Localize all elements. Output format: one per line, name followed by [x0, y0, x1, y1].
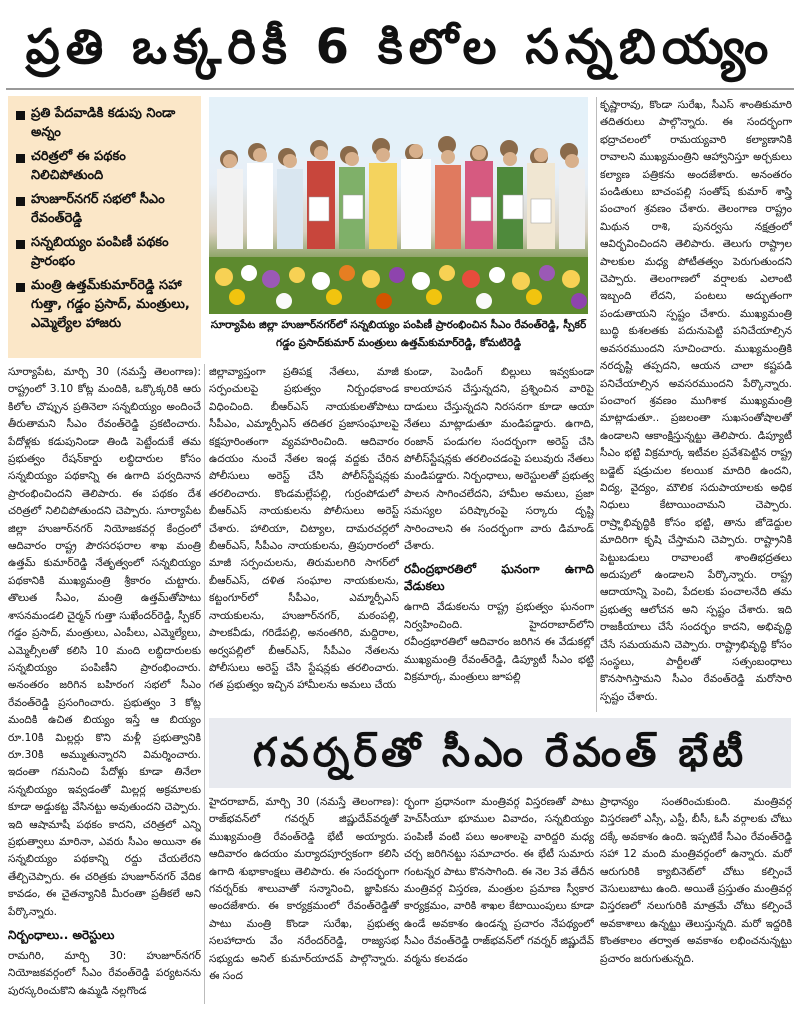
column-divider — [596, 97, 597, 712]
article-text: కృష్ణారావు, కొండా సురేఖ, సీఎస్ శాంతికుమారి తదితరులు పాల్గొన్నారు. ఈ సందర్భంగా భద్రాచలంలో రామయ్యవారి కల్యాణానికి రావాలని ముఖ్యమంత్రిని ఆహ్వానిస్తూ అర్చకులు కల్యాణ పత్రికను అందజేశారు. అనంతరం పండితులు బాచంపల్లి సంతోష్ కుమార్ శాస్త్రి పంచాంగ శ్రవణం చేశారు. తెలంగాణ రాష్ట్రం మిథున రాశి, పునర్వసు నక్షత్రంలో ఆవిర్భవించిందని తెలిపారు. తెలుగు రాష్ట్రాల పాలకుల మధ్య పోటీతత్వం పెరుగుతుందని చెప్పారు. తెలంగాణలో వర్షాలకు ఎలాంటి ఇబ్బంది లేదని, పంటలు అద్భుతంగా పండుతాయని స్పష్టం చేశారు. ముఖ్యమంత్రి బుద్ధి కుశలతకు పదునుపెట్టి పనిచేయాల్సిన అవసరముందని సూచించారు. ముఖ్యమంత్రికి నరదృష్టి తప్పదని, ఆయన చాలా కష్టపడి పనిచేయాల్సిన అవసరముందని పేర్కొన్నారు. పంచాంగ శ్రవణం ముగిశాక ముఖ్యమంత్రి మాట్లాడుతూ.. ప్రజలంతా సుఖసంతోషాలతో ఉండాలని ఆకాంక్షిస్తున్నట్టు తెలిపారు. డిప్యూటీ సీఎం భట్టి విక్రమార్క ఇటీవల ప్రవేశపెట్టిన రాష్ట్ర బడ్జెట్ షడ్రుచుల కలయిక మాదిరి ఉందని, విద్య, వైద్యం, మౌలిక సదుపాయాలకు అధిక నిధులు కేటాయించామని చెప్పారు. రాష్ర్టాభివృద్ధికి కోసం భట్టి, తాను జోడెద్దుల మాదిరిగా కృషి చేస్తామని చెప్పారు. రాష్ట్రానికి పెట్టుబడులు రావాలంటే శాంతిభద్రతలు అదుపులో ఉండాలని పేర్కొన్నారు. రాష్ట్ర ఆదాయాన్ని పెంచి, పేదలకు పంచాలనేది తమ ప్రభుత్వ ఆలోచన అని స్పష్టం చేశారు. ఇది రాజకీయాలు చేసే సందర్భం కాదని, అభివృద్ధి చేసే సమయమని చెప్పారు. రాష్ట్రాభివృద్ధి కోసం సంస్థలు, పార్టీలతో సత్సంబంధాలు కొనసాగిస్తామని సీఎం రేవంత్‌రెడ్డి మరోసారి స్పష్టం చేశారు. — [600, 99, 792, 703]
article-column-4 — [600, 97, 792, 712]
article-column-1 — [8, 364, 201, 1004]
article-text: కుండా, పెండింగ్ బిల్లులు ఇవ్వకుండా కాలయాపన చేస్తున్నదని, ప్రశ్నించిన వారిపై దాడులు చేస్తున్నదని నిరసనగా కూడా ఆయా నేతలు మాట్లాడుతూ మండిపడ్డారు. ఉగాది, రంజాన్ పండుగల సందర్భంగా అరెస్ట్ చేసి పోలీస్‌స్టేషన్లకు తరలించడంపై పలువురు నేతలు మండిపడ్డారు. నిర్బంధాలు, అరెస్టులతో ప్రభుత్వ పాలన సాగించలేదని, హామీల అమలు, ప్రజా సమస్యల పరిష్కారంపై సర్కారు దృష్టి సారించాలని ఈ సందర్భంగా వారు డిమాండ్ చేశారు. — [404, 366, 594, 553]
governor-column-1 — [209, 794, 399, 1006]
governor-column-3 — [600, 794, 792, 1006]
square-bullet-icon — [16, 240, 25, 249]
highlight-item: మంత్రి ఉత్తమ్‌కుమార్‌రెడ్డి సహా గుత్తా, గడ్డం ప్రసాద్, మంత్రులు, ఎమ్మెల్యేల హాజరు — [16, 276, 193, 333]
headline-rule — [6, 88, 794, 90]
subheading: రవీంద్రభారతిలో ఘనంగా ఉగాది వేడుకలు — [404, 562, 594, 594]
governor-column-2 — [404, 794, 594, 1006]
highlight-item: హుజూర్‌నగర్ సభలో సీఎం రేవంత్‌రెడ్డి — [16, 190, 193, 228]
highlights-box — [8, 96, 201, 358]
article-text: ప్రాధాన్యం సంతరించుకుంది. మంత్రివర్గ విస్తరణలో ఎస్సీ, ఎస్టీ, బీసీ, ఓసీ వర్గాలకు చోటు దక్కే అవకాశం ఉంది. ఇప్పటికే సీఎం రేవంత్‌రెడ్డి సహా 12 మంది మంత్రివర్గంలో ఉన్నారు. మరో ఆరుగురికి క్యాబినెట్‌లో చోటు కల్పించే వెసులుబాటు ఉంది. అయితే ప్రస్తుతం మంత్రివర్గ విస్తరణలో నలుగురికి మాత్రమే చోటు కల్పించే అవకాశాలు ఉన్నట్టు తెలుస్తున్నది. మరో ఇద్దరికి కొంతకాలం తర్వాత అవకాశం లభించనున్నట్టు ప్రచారం జరుగుతున్నది. — [600, 796, 792, 965]
photo-caption: సూర్యాపేట జిల్లా హుజూర్‌నగర్‌లో సన్నబియ్యం పంపిణీ ప్రారంభించిన సీఎం రేవంత్‌రెడ్డి, స్పీకర్ గడ్డం ప్రసాద్‌కుమార్ మంత్రులు ఉత్తమ్‌కుమార్‌రెడ్డి, కోమటిరెడ్డి — [210, 319, 587, 349]
governor-headline-box — [209, 718, 791, 788]
square-bullet-icon — [16, 154, 25, 163]
governor-headline: గవర్నర్‌తో సీఎం రేవంత్ భేటీ — [252, 730, 748, 776]
article-text: సూర్యాపేట, మార్చి 30 (నమస్తే తెలంగాణ): రాష్ట్రంలో 3.10 కోట్ల మందికి, ఒక్కొక్కరికి ఆరు కిలోల చొప్పున ప్రతినెలా సన్నబియ్యం అందించే తీరుతామని సీఎం రేవంత్‌రెడ్డి ప్రకటించారు. పేదోళ్లకు కడుపునిండా తిండి పెట్టేందుకే తమ ప్రభుత్వం రేషన్‌కార్డు లబ్ధిదారుల కోసం సన్నబియ్యం పథకాన్ని ఈ ఉగాది పర్వదినాన ప్రారంభించిందని తెలిపారు. ఈ పథకం దేశ చరిత్రలో నిలిచిపోతుందని చెప్పారు. సూర్యాపేట జిల్లా హుజూర్‌నగర్ నియోజకవర్గ కేంద్రంలో ఆదివారం రాష్ట్ర పౌరసరఫరాల శాఖ మంత్రి ఉత్తమ్ కుమార్‌రెడ్డి నేతృత్వంలో సన్నబియ్యం పథకానికి ముఖ్యమంత్రి శ్రీకారం చుట్టారు. తొలుత సీఎం, మంత్రి ఉత్తమ్‌తోపాటు శాసనమండలి చైర్మన్ గుత్తా సుఖేందర్‌రెడ్డి, స్పీకర్ గడ్డం ప్రసాద్, మంత్రులు, ఎంపీలు, ఎమ్మెల్యేలు, ఎమ్మెల్సీలతో కలిసి 10 మంది లబ్ధిదారులకు సన్నబియ్యం పంపిణీని ప్రారంభించారు. అనంతరం జరిగిన బహిరంగ సభలో సీఎం రేవంత్‌రెడ్డి ప్రసంగించారు. ప్రభుత్వం 3 కోట్ల మందికి ఉచిత బియ్యం ఇస్తే ఆ బియ్యం రూ.10కి మిల్లర్లు కొని మళ్లీ ప్రభుత్వానికి రూ.30కి అమ్ముతున్నారని విమర్శించారు. ఇదంతా గమనించి పేదోళ్లు కూడా తినేలా సన్నబియ్యం ఇవ్వడంతో మిల్లర్ల అక్రమాలకు కూడా అడ్డుకట్ట వేసినట్టు అవుతుందని చెప్పారు. ఇది ఆషామాషీ పథకం కాదని, చరిత్రలో ఎన్ని ప్రభుత్వాలు మారినా, ఎవరు సీఎం అయినా ఈ సన్నబియ్యం పథకాన్ని రద్దు చేయలేరని తేల్చిచెప్పారు. ఈ చరిత్రకు హుజూర్‌నగర్ వేదిక కావడం, ఈ చైతన్యానికి మీరంతా ప్రతీకలే అని పేర్కొన్నారు. — [8, 366, 201, 918]
square-bullet-icon — [16, 283, 25, 292]
square-bullet-icon — [16, 111, 25, 120]
subheading: నిర్బంధాలు.. అరెస్టులు — [8, 928, 115, 942]
highlight-item: ప్రతి పేదవాడికి కడుపు నిండా అన్నం — [16, 104, 193, 142]
column-divider — [204, 364, 205, 1004]
article-text: రామగిరి, మార్చి 30: హుజూర్‌నగర్ నియోజకవర్గంలో సీఎం రేవంత్‌రెడ్డి పర్యటనను పురస్కరించుకొని ఉమ్మడి నల్లగొండ — [8, 950, 201, 997]
article-text: ర్భంగా ప్రధానంగా మంత్రివర్గ విస్తరణతో పాటు హెచ్‌సీయూ భూముల వివాదం, సన్నబియ్యం పంపిణీ వంటి పలు అంశాలపై వారిద్దరి మధ్య చర్చ జరిగినట్టు సమాచారం. ఈ భేటీ సుమారు గంటన్నర పాటు కొనసాగింది. ఈ నెల 3వ తేదీన మంత్రివర్గ విస్తరణ, మంత్రుల ప్రమాణ స్వీకార కార్యక్రమం, వారికి శాఖల కేటాయింపులు కూడా ఉండే అవకాశం ఉండన్న ప్రచారం నేపథ్యంలో సీఎం రేవంత్‌రెడ్డి రాజ్‌భవన్‌లో గవర్నర్ జిష్ణుదేవ్ వర్మను కలవడం — [404, 796, 594, 965]
highlight-item: సన్నబియ్యం పంపిణీ పథకం ప్రారంభం — [16, 233, 193, 271]
event-photo-illustration — [209, 97, 588, 314]
article-text: హైదరాబాద్, మార్చి 30 (నమస్తే తెలంగాణ): రాజ్‌భవన్‌లో గవర్నర్ జిష్ణుదేవ్‌వర్మతో ముఖ్యమంత్రి రేవంత్‌రెడ్డి భేటీ అయ్యారు. ఆదివారం ఉదయం మర్యాదపూర్వకంగా కలిసి ఉగాది శుభాకాంక్షలు తెలిపారు. ఈ సందర్భంగా గవర్నర్‌కు శాలువాతో సన్మానించి, జ్ఞాపికను అందజేశారు. ఈ కార్యక్రమంలో రేవంత్‌రెడ్డితో పాటు మంత్రి కొండా సురేఖ, ప్రభుత్వ సలహాదారు వేం నరేందర్‌రెడ్డి, రాజ్యసభ సభ్యుడు అనిల్ కుమార్‌యాదవ్ పాల్గొన్నారు. ఈ సంద — [209, 796, 399, 983]
article-text: జిల్లావ్యాప్తంగా ప్రతిపక్ష నేతలు, మాజీ సర్పంచులపై ప్రభుత్వం నిర్బంధకాండ విధించింది. బీఆర్‌ఎస్ నాయకులతోపాటు సీపీఎం, ఎమ్మార్పీఎస్ తదితర ప్రజాసంఘాలపై కక్షపూరింతంగా వ్యవహరించింది. ఆదివారం ఉదయం నుంచే నేతల ఇండ్ల వద్దకు చేరిన పోలీసులు అరెస్ట్ చేసి పోలీస్‌స్టేషన్లకు తరలించారు. కొండమల్లేపల్లి, గుర్రంపోడులో బీఆర్‌ఎస్ నాయకులను పోలీసులు అరెస్ట్ చేశారు. హాలియా, చిట్యాల, దామరచర్లలో బీఆర్‌ఎస్, సీపీఎం నాయకులను, త్రిపురారంలో మాజీ సర్పంచులను, తిరుమలగిరి సాగర్‌లో బీఆర్‌ఎస్, దళిత సంఘాల నాయకులను, కట్టంగూర్‌లో సీపీఎం, ఎమ్మార్పీఎస్ నాయకులను, హుజూర్‌నగర్, మఠంపల్లి, పాలకవీడు, గరిడేపల్లి, అనంతగిరి, మద్దిరాల, అర్వపల్లిలో బీఆర్‌ఎస్, సీపీఎం నేతలను పోలీసులు అరెస్ట్ చేసి స్టేషన్లకు తరలించారు. గత ప్రభుత్వం ఇచ్చిన హామీలను అమలు చేయ — [209, 366, 399, 692]
main-headline: ప్రతి ఒక్కరికీ 6 కిలోల సన్నబియ్యం — [25, 19, 775, 75]
highlight-item: చరిత్రలో ఈ పథకం నిలిచిపోతుంది — [16, 147, 193, 185]
event-photo — [209, 97, 588, 314]
article-column-2 — [209, 364, 399, 714]
square-bullet-icon — [16, 197, 25, 206]
article-text: ఉగాది వేడుకలను రాష్ట్ర ప్రభుత్వం ఘనంగా నిర్వహించింది. హైదరాబాద్‌లోని రవీంద్రభారతిలో ఆదివారం జరిగిన ఈ వేడుకల్లో ముఖ్యమంత్రి రేవంత్‌రెడ్డి, డిప్యూటీ సీఎం భట్టి విక్రమార్క, మంత్రులు జూపల్లి — [404, 601, 594, 684]
article-column-3 — [404, 364, 594, 714]
